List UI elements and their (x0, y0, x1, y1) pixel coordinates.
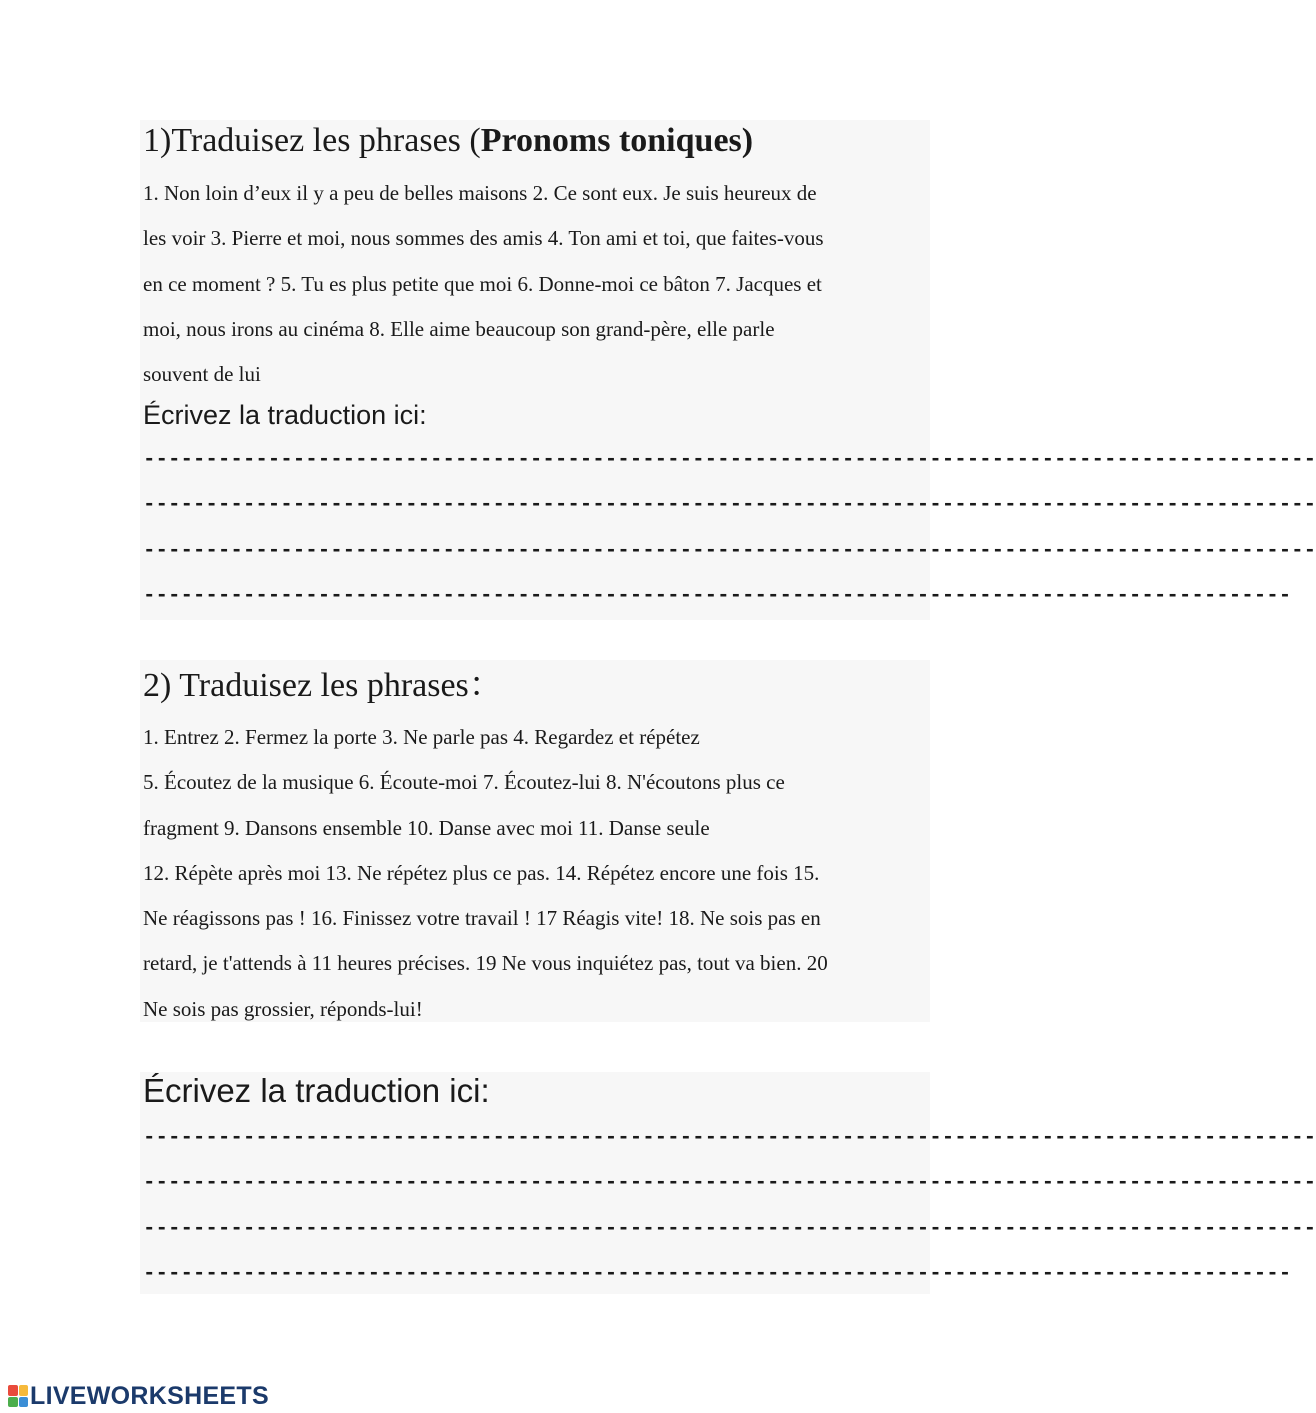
answer-dash-line: ---------------------------------------------------------------------------------------------- (143, 494, 1316, 518)
answer-dash-line: ---------------------------------------------------------------------------------------------- (143, 539, 1316, 563)
sentence-line: 5. Écoutez de la musique 6. Écoute-moi 7. Écoutez-lui 8. N'écoutons plus ce (143, 770, 785, 795)
sentence-line: souvent de lui (143, 362, 261, 387)
sentence-line: 1. Entrez 2. Fermez la porte 3. Ne parle pas 4. Regardez et répétez (143, 725, 700, 749)
section-1-title (143, 121, 753, 161)
section-1-title-bold: Pronoms toniques) (480, 122, 754, 159)
section-1-write-label: Écrivez la traduction ici: (143, 400, 427, 430)
sentence-line: retard, je t'attends à 11 heures précises. 19 Ne vous inquiétez pas, tout va bien. 20 (143, 951, 828, 976)
answer-dash-line: ---------------------------------------------------------------------------------------------- (143, 1172, 1316, 1196)
sentence-line: fragment 9. Dansons ensemble 10. Danse avec moi 11. Danse seule (143, 815, 710, 840)
sentence-line: 1. Non loin d’eux il y a peu de belles maisons 2. Ce sont eux. Je suis heureux de (143, 181, 817, 205)
logo-square (19, 1385, 29, 1396)
logo-text: LIVEWORKSHEETS (30, 1381, 269, 1410)
sentence-line: Ne réagissons pas ! 16. Finissez votre travail ! 17 Réagis vite! 18. Ne sois pas en (143, 906, 821, 931)
section-2-title: 2) Traduisez les phrases： (143, 667, 503, 704)
sentence-line: en ce moment ? 5. Tu es plus petite que moi 6. Donne-moi ce bâton 7. Jacques et (143, 271, 822, 296)
answer-dash-line: -------------------------------------------------------------------------------------------- (143, 1262, 1292, 1286)
sentence-line: moi, nous irons au cinéma 8. Elle aime beaucoup son grand-père, elle parle (143, 316, 775, 341)
section-2-sentences (143, 715, 918, 1032)
section-2-answer-area[interactable] (143, 1116, 1316, 1297)
sentence-line: les voir 3. Pierre et moi, nous sommes des amis 4. Ton ami et toi, que faites-vous (143, 226, 824, 251)
sentence-line: Ne sois pas grossier, réponds-lui! (143, 996, 423, 1021)
answer-dash-line: -------------------------------------------------------------------------------------------- (143, 584, 1292, 608)
logo-square (19, 1397, 29, 1408)
logo-square (8, 1397, 18, 1408)
section-1-sentences (143, 171, 918, 397)
answer-dash-line: ---------------------------------------------------------------------------------------------- (143, 449, 1316, 472)
section-1-title-prefix: 1)Traduisez les phrases ( (143, 122, 481, 159)
answer-dash-line: ---------------------------------------------------------------------------------------------- (143, 1217, 1316, 1241)
logo-square (8, 1385, 18, 1396)
sentence-line: 12. Répète après moi 13. Ne répétez plus ce pas. 14. Répétez encore une fois 15. (143, 860, 820, 885)
answer-dash-line: ---------------------------------------------------------------------------------------------- (143, 1127, 1316, 1150)
section-1-answer-area[interactable] (143, 438, 1316, 619)
section-2-write-label: Écrivez la traduction ici: (143, 1072, 490, 1109)
liveworksheets-logo (8, 1380, 269, 1412)
liveworksheets-logo-icon (8, 1385, 28, 1407)
